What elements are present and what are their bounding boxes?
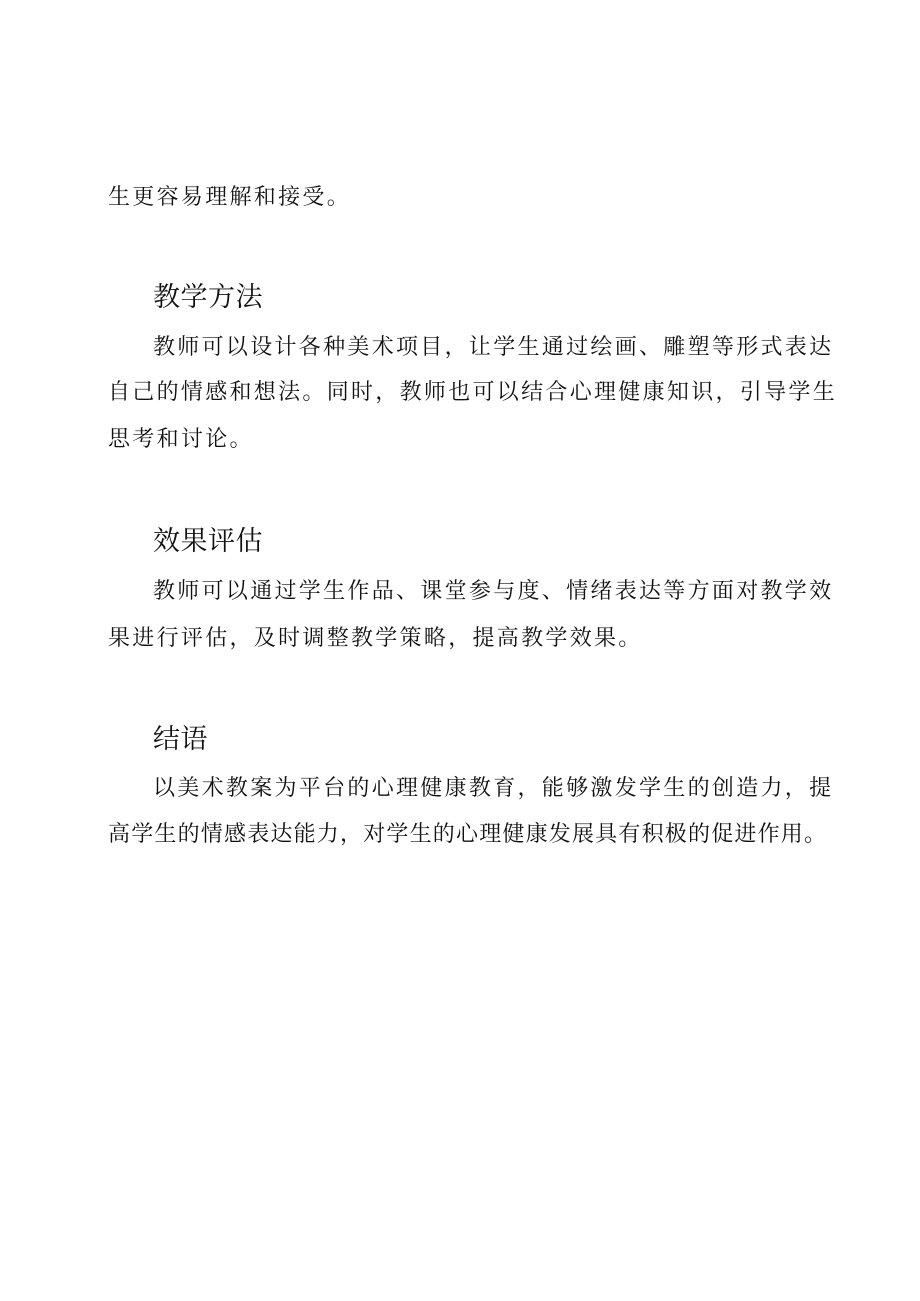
paragraph-line: 以美术教案为平台的心理健康教育，能够激发学生的创造力，提 [153,776,834,801]
paragraph-line: 教师可以通过学生作品、课堂参与度、情绪表达等方面对教学效 [153,579,834,604]
section-heading-teaching-methods: 教学方法 [153,282,263,313]
section-heading-effect-evaluation: 效果评估 [153,526,263,557]
paragraph-line: 自己的情感和想法。同时，教师也可以结合心理健康知识，引导学生 [108,380,838,405]
paragraph-line: 教师可以设计各种美术项目，让学生通过绘画、雕塑等形式表达 [153,335,834,360]
paragraph-line: 高学生的情感表达能力，对学生的心理健康发展具有积极的促进作用。 [108,822,828,847]
paragraph-line: 果进行评估，及时调整教学策略，提高教学效果。 [108,626,643,651]
section-heading-conclusion: 结语 [153,724,208,755]
paragraph-line: 思考和讨论。 [108,427,254,452]
continuation-text: 生更容易理解和接受。 [108,185,352,210]
